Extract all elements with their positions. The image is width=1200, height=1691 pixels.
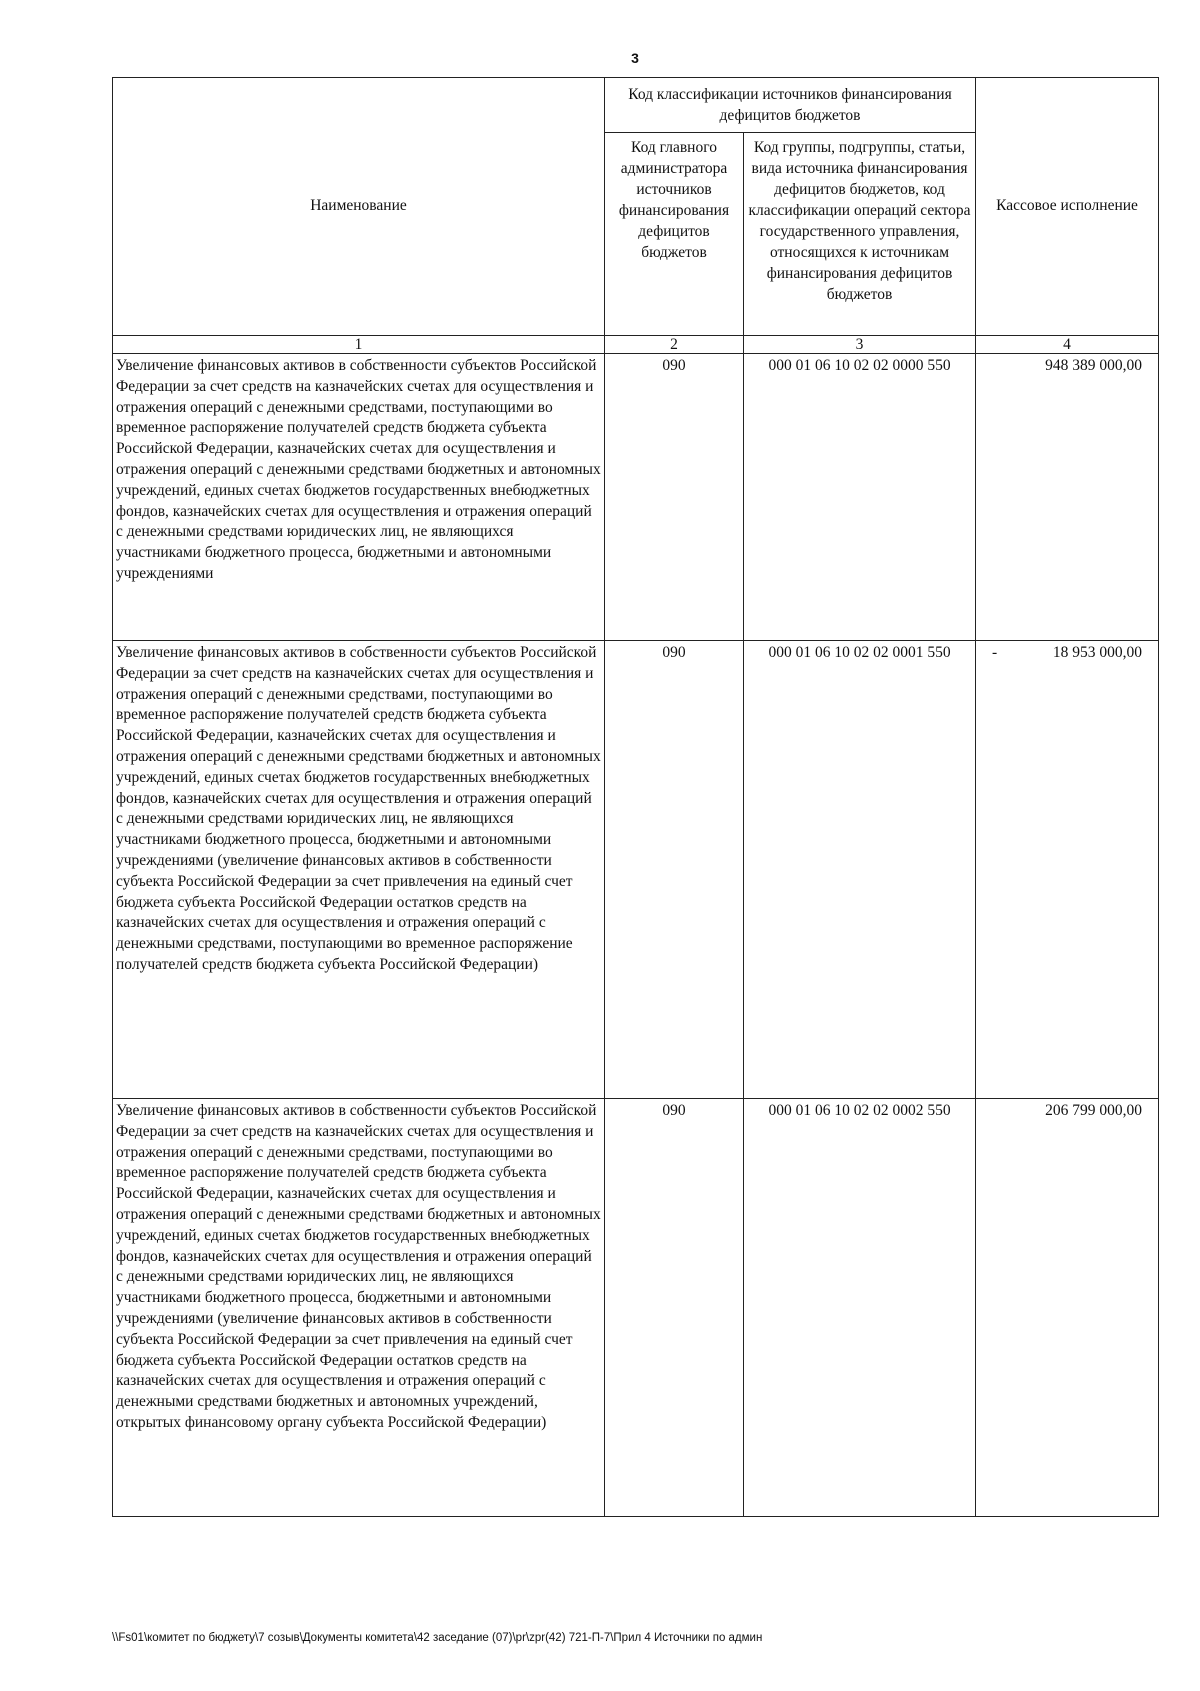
header-admin-code: Код главного администратора источников финансирования дефицитов бюджетов bbox=[605, 133, 744, 336]
table-row bbox=[113, 1099, 1159, 1517]
row-group-code: 000 01 06 10 02 02 0000 550 bbox=[744, 354, 976, 641]
header-execution: Кассовое исполнение bbox=[976, 78, 1159, 336]
row-amount: 18 953 000,00 bbox=[1052, 644, 1143, 661]
column-number: 3 bbox=[744, 336, 976, 354]
row-admin-code: 090 bbox=[605, 641, 744, 1099]
footer-file-path: \\Fs01\комитет по бюджету\7 созыв\Документы комитета\42 заседание (07)\pr\zpr(42) 721-П-7\Прил 4 Источники по админ bbox=[112, 1632, 763, 1644]
column-numbers-row bbox=[113, 336, 1159, 354]
table-row bbox=[113, 354, 1159, 641]
header-group-code: Код группы, подгруппы, статьи, вида источника финансирования дефицитов бюджетов, код классификации операций сектора государственного управления, относящихся к источникам финансирования дефицитов бюджетов bbox=[744, 133, 976, 336]
row-execution bbox=[976, 354, 1159, 641]
header-row-top bbox=[113, 78, 1159, 133]
header-classification-group: Код классификации источников финансирования дефицитов бюджетов bbox=[605, 78, 976, 133]
row-amount: 948 389 000,00 bbox=[1045, 357, 1143, 374]
row-execution bbox=[976, 1099, 1159, 1517]
column-number: 2 bbox=[605, 336, 744, 354]
row-group-code: 000 01 06 10 02 02 0002 550 bbox=[744, 1099, 976, 1517]
row-name: Увеличение финансовых активов в собственности субъектов Российской Федерации за счет средств на казначейских счетах для осуществления и отражения операций с денежными средствами, поступающими во временное распоряжение получателей средств бюджета субъекта Российской Федерации, казначейских счетах для осуществления и отражения операций с денежными средствами бюджетных и автономных учреждений, единых счетах бюджетов государственных внебюджетных фондов, казначейских счетах для осуществления и отражения операций с денежными средствами юридических лиц, не являющихся участниками бюджетного процесса, бюджетными и автономными учреждениями bbox=[113, 354, 605, 641]
column-number: 4 bbox=[976, 336, 1159, 354]
row-name: Увеличение финансовых активов в собственности субъектов Российской Федерации за счет средств на казначейских счетах для осуществления и отражения операций с денежными средствами, поступающими во временное распоряжение получателей средств бюджета субъекта Российской Федерации, казначейских счетах для осуществления и отражения операций с денежными средствами бюджетных и автономных учреждений, единых счетах бюджетов государственных внебюджетных фондов, казначейских счетах для осуществления и отражения операций с денежными средствами юридических лиц, не являющихся участниками бюджетного процесса, бюджетными и автономными учреждениями (увеличение финансовых активов в собственности субъекта Российской Федерации за счет привлечения на единый счет бюджета субъекта Российской Федерации остатков средств на казначейских счетах для осуществления и отражения операций с денежными средствами, поступающими во временное распоряжение получателей средств бюджета субъекта Российской Федерации) bbox=[113, 641, 605, 1099]
column-number: 1 bbox=[113, 336, 605, 354]
header-name: Наименование bbox=[113, 78, 605, 336]
row-admin-code: 090 bbox=[605, 354, 744, 641]
row-group-code: 000 01 06 10 02 02 0001 550 bbox=[744, 641, 976, 1099]
table-row bbox=[113, 641, 1159, 1099]
row-name: Увеличение финансовых активов в собственности субъектов Российской Федерации за счет средств на казначейских счетах для осуществления и отражения операций с денежными средствами, поступающими во временное распоряжение получателей средств бюджета субъекта Российской Федерации, казначейских счетах для осуществления и отражения операций с денежными средствами бюджетных и автономных учреждений, единых счетах бюджетов государственных внебюджетных фондов, казначейских счетах для осуществления и отражения операций с денежными средствами юридических лиц, не являющихся участниками бюджетного процесса, бюджетными и автономными учреждениями (увеличение финансовых активов в собственности субъекта Российской Федерации за счет привлечения на единый счет бюджета субъекта Российской Федерации остатков средств на казначейских счетах для осуществления и отражения операций с денежными средствами бюджетных и автономных учреждений, открытых финансовому органу субъекта Российской Федерации) bbox=[113, 1099, 605, 1517]
row-admin-code: 090 bbox=[605, 1099, 744, 1517]
row-amount: 206 799 000,00 bbox=[1045, 1102, 1143, 1119]
row-execution bbox=[976, 641, 1159, 1099]
sources-table bbox=[112, 77, 1159, 1517]
page-number: 3 bbox=[631, 50, 639, 66]
row-sign: - bbox=[992, 644, 998, 661]
